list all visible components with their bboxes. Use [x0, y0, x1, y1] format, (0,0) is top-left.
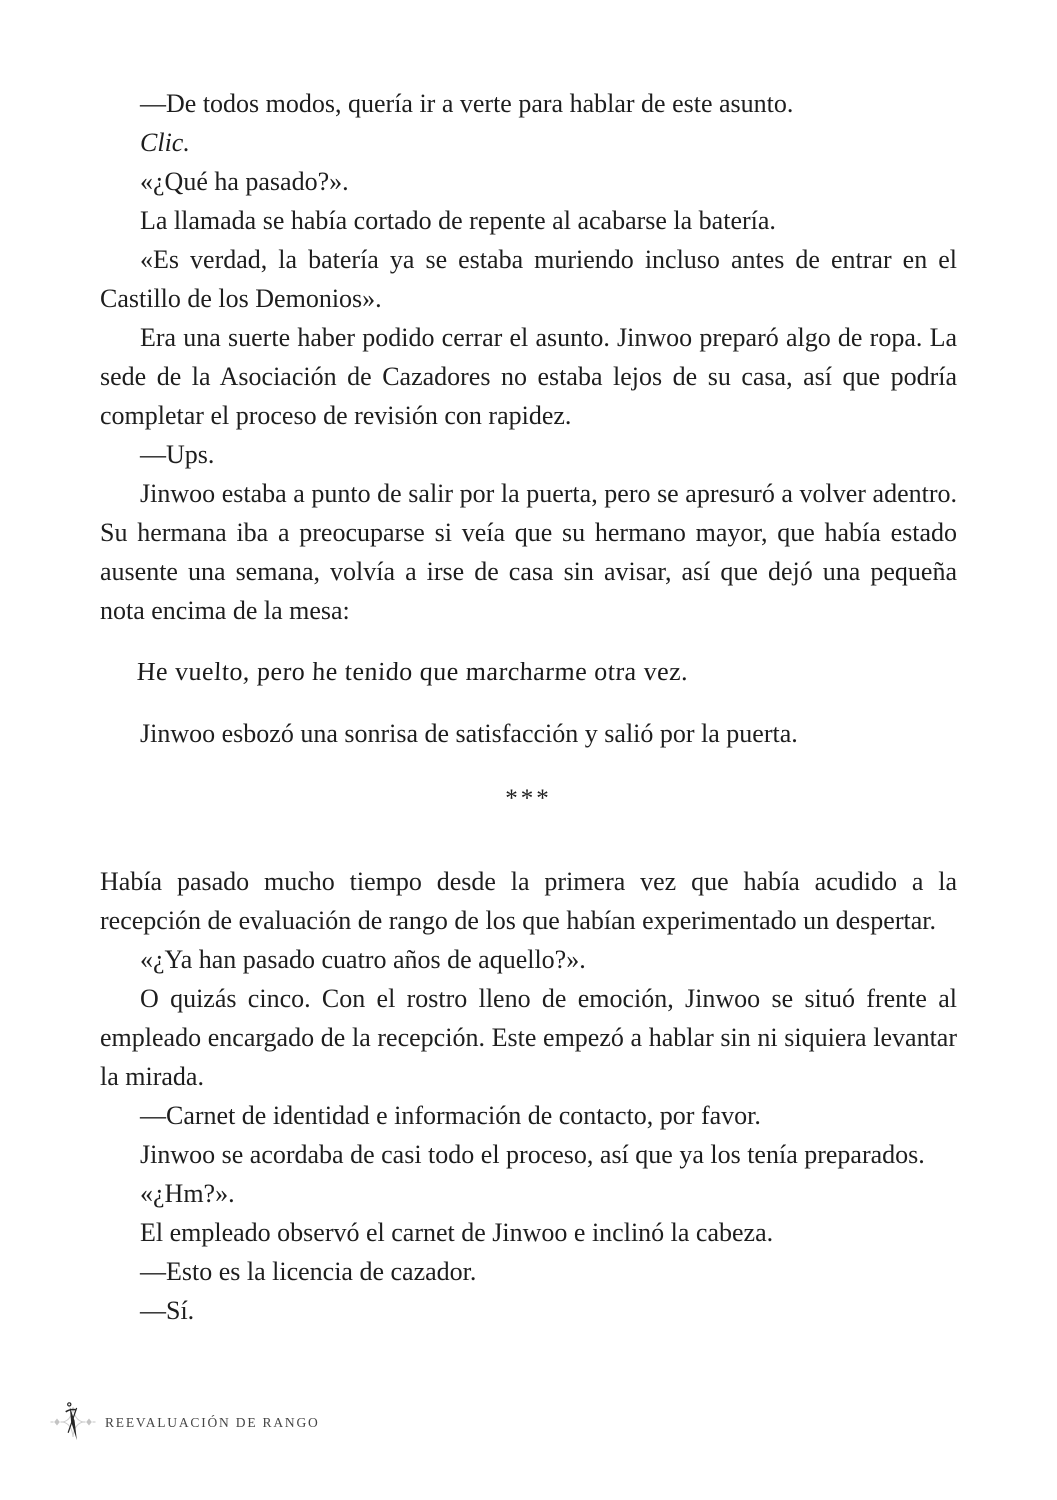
- paragraph: Jinwoo esbozó una sonrisa de satisfacción y salió por la puerta.: [140, 719, 798, 748]
- paragraph: Jinwoo se acordaba de casi todo el proceso, así que ya los tenía preparados.: [140, 1140, 925, 1169]
- paragraph: «Es verdad, la batería ya se estaba muriendo incluso antes de entrar en el Castillo de los Demonios».: [100, 245, 957, 313]
- page-footer: [50, 1399, 320, 1447]
- paragraph: Jinwoo estaba a punto de salir por la puerta, pero se apresuró a volver adentro. Su hermana iba a preocuparse si veía que su hermano mayor, que había estado ausente una semana, volvía a irse de casa sin avisar, así que dejó una pequeña nota encima de la mesa:: [100, 479, 957, 625]
- scene-separator: ***: [505, 785, 552, 812]
- paragraph: Había pasado mucho tiempo desde la primera vez que había acudido a la recepción de evaluación de rango de los que habían experimentado un despertar.: [100, 867, 957, 935]
- paragraph: El empleado observó el carnet de Jinwoo e inclinó la cabeza.: [140, 1218, 774, 1247]
- paragraph: —Carnet de identidad e información de contacto, por favor.: [140, 1101, 761, 1130]
- handwritten-note: He vuelto, pero he tenido que marcharme otra vez.: [136, 657, 689, 686]
- paragraph: —Sí.: [140, 1296, 195, 1325]
- paragraph: Era una suerte haber podido cerrar el asunto. Jinwoo preparó algo de ropa. La sede de la Asociación de Cazadores no estaba lejos de su casa, así que podría completar el proceso de revisión con rapidez.: [100, 323, 957, 430]
- paragraph: «¿Hm?».: [140, 1179, 235, 1208]
- paragraph: «¿Ya han pasado cuatro años de aquello?».: [140, 945, 586, 974]
- paragraph: Clic.: [140, 128, 190, 157]
- paragraph: —De todos modos, quería ir a verte para hablar de este asunto.: [140, 89, 794, 118]
- paragraph: «¿Qué ha pasado?».: [140, 167, 349, 196]
- paragraph: —Esto es la licencia de cazador.: [140, 1257, 477, 1286]
- paragraph: La llamada se había cortado de repente al acabarse la batería.: [140, 206, 776, 235]
- paragraph: —Ups.: [140, 440, 215, 469]
- dagger-ornament-icon: [50, 1399, 98, 1447]
- chapter-title-label: REEVALUACIÓN DE RANGO: [105, 1415, 320, 1430]
- paragraph: O quizás cinco. Con el rostro lleno de emoción, Jinwoo se situó frente al empleado encargado de la recepción. Este empezó a hablar sin ni siquiera levantar la mirada.: [100, 984, 957, 1091]
